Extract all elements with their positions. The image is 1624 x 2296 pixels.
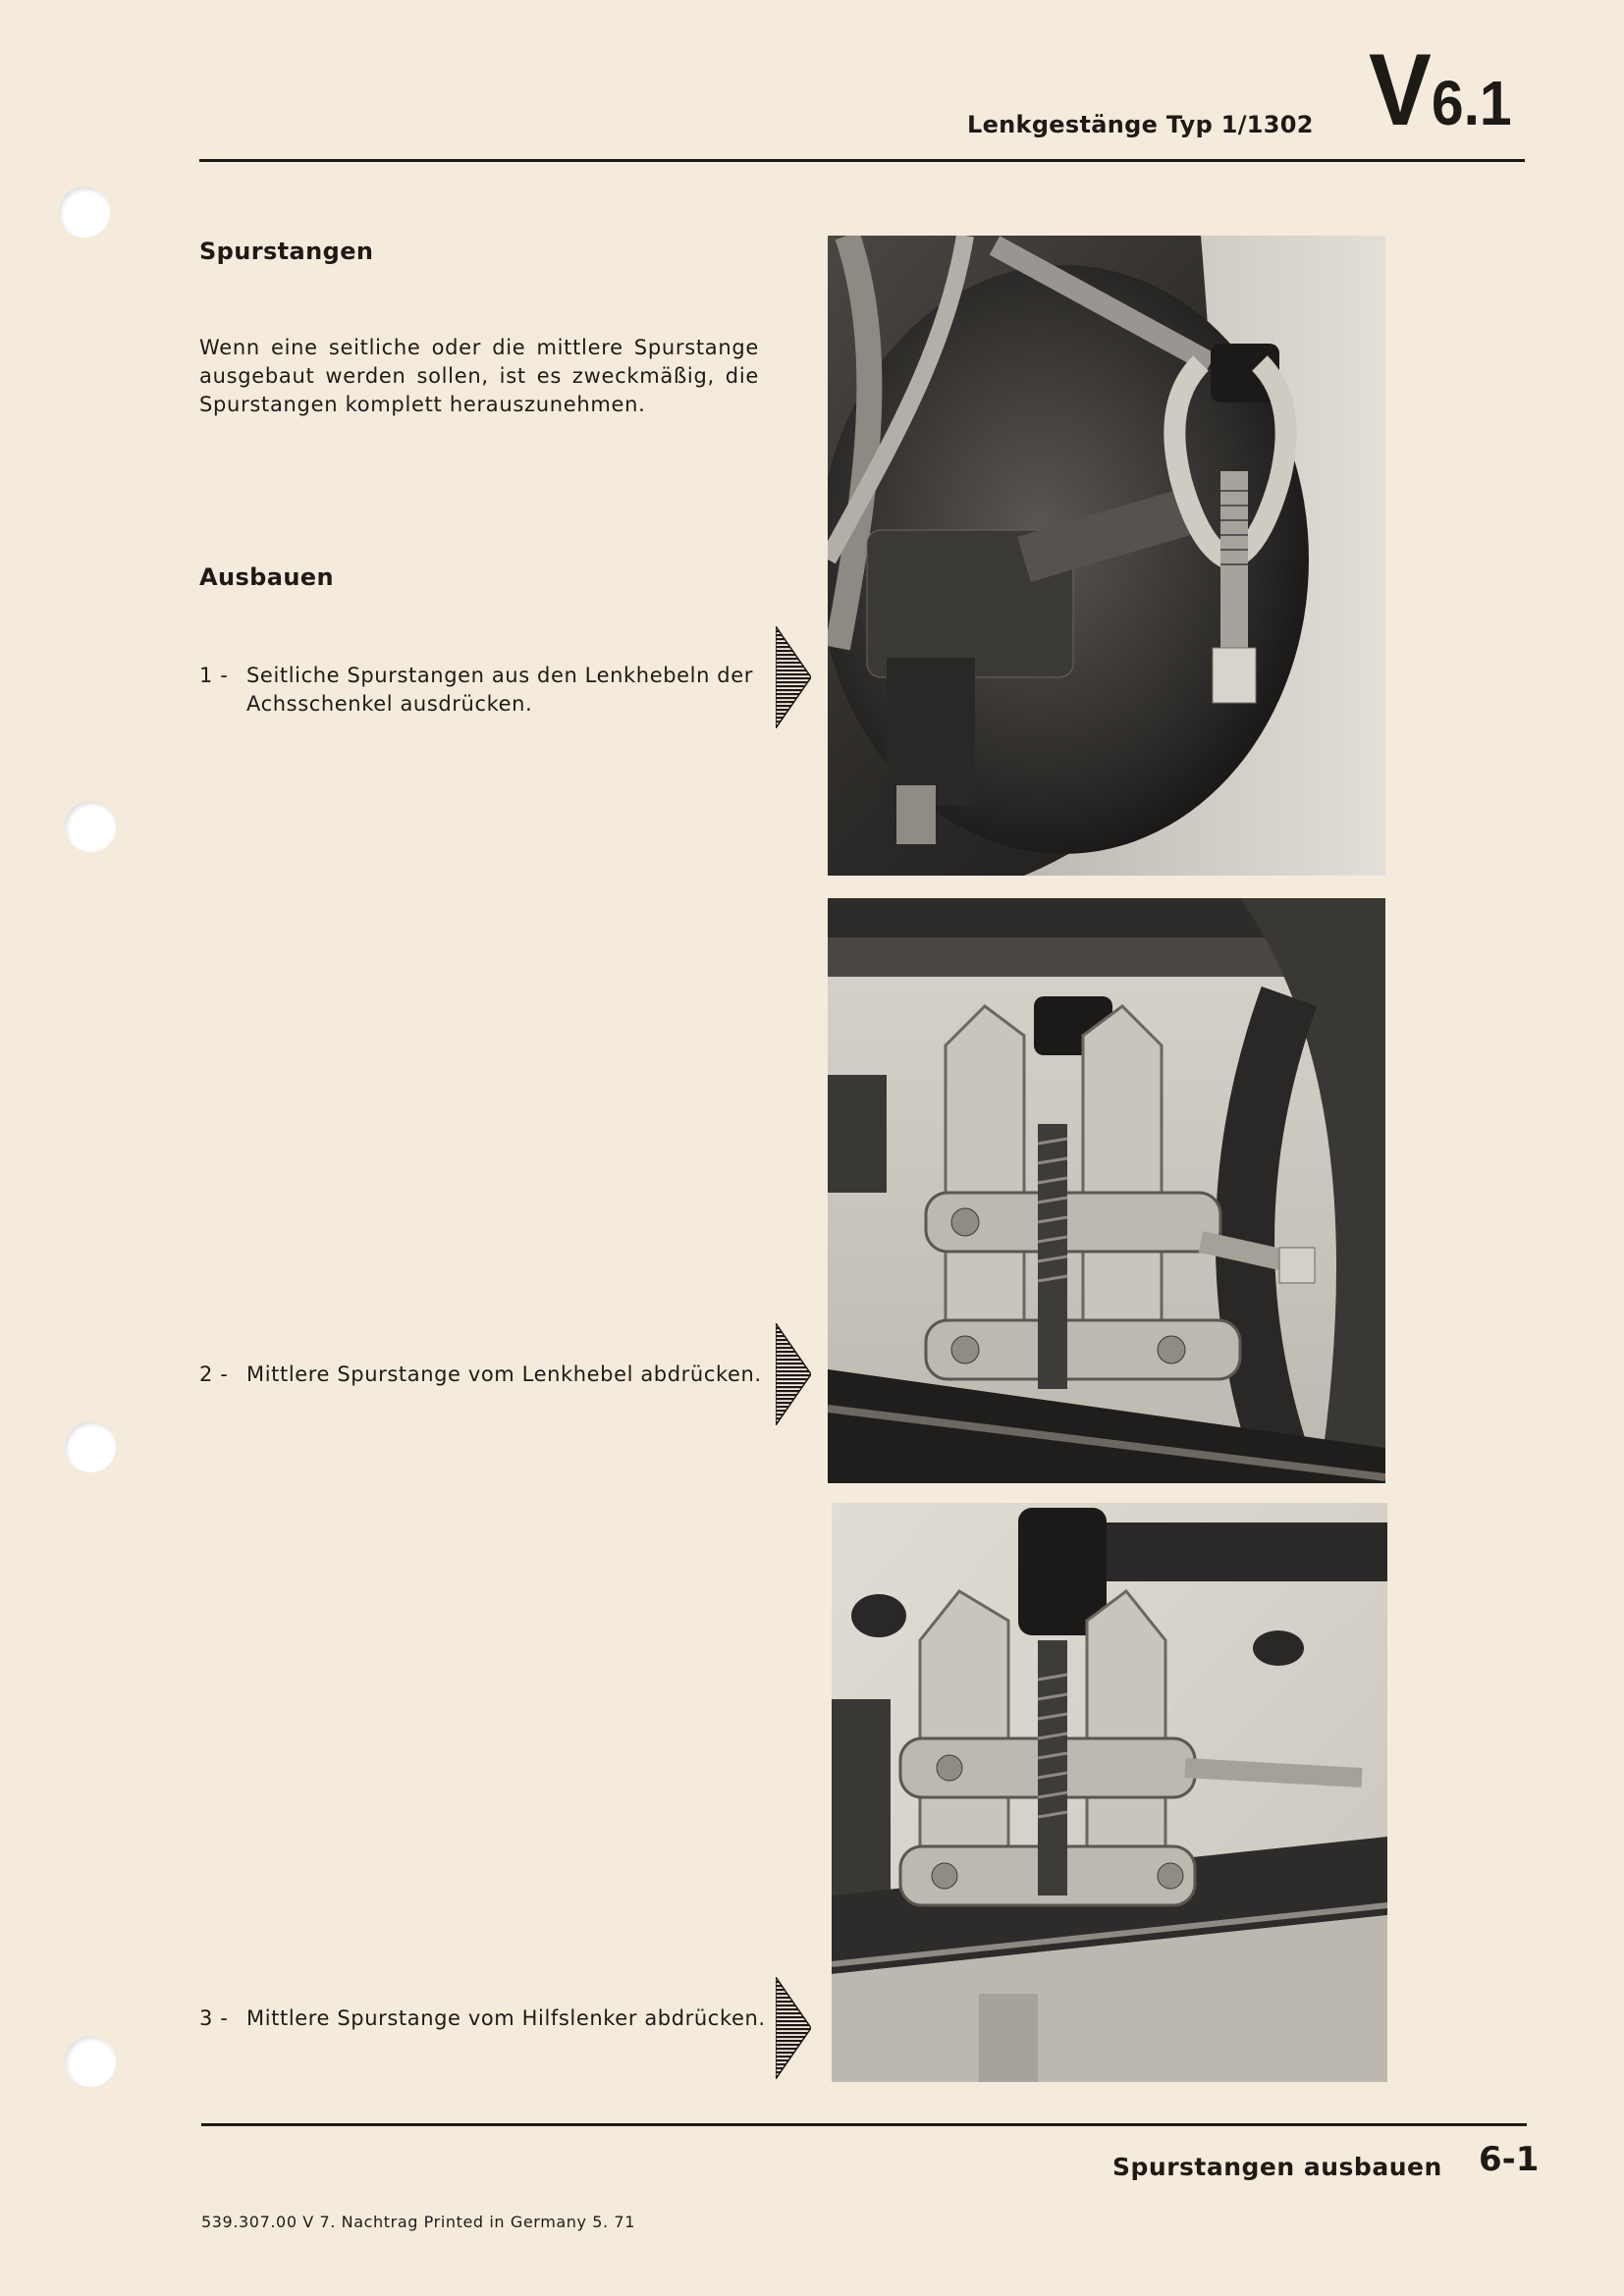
pointer-arrow-icon [776, 1977, 811, 2079]
photo-centre-tie-rod-idler-arm [832, 1503, 1387, 2082]
pointer-arrow-icon [776, 626, 811, 728]
section-code [1369, 33, 1512, 147]
punch-hole [65, 1421, 116, 1472]
step-number: 3 - [199, 2006, 229, 2030]
page-number: 6-1 [1479, 2140, 1540, 2179]
step-number: 2 - [199, 1362, 229, 1386]
removal-heading: Ausbauen [199, 563, 334, 591]
photo-centre-tie-rod-steering-arm [828, 898, 1385, 1483]
section-title: Lenkgestänge Typ 1/1302 [967, 111, 1314, 138]
step-text: Mittlere Spurstange vom Lenkhebel abdrücken. [246, 1362, 762, 1386]
step-3 [199, 2004, 766, 2033]
step-text: Seitliche Spurstangen aus den Lenkhebeln der [246, 664, 753, 687]
step-text-continued: Achsschenkel ausdrücken. [246, 692, 533, 716]
punch-hole [59, 187, 110, 238]
header-rule [199, 159, 1525, 162]
intro-text: Wenn eine seitliche oder die mittlere Spurstange ausgebaut werden sollen, ist es zweckmäßig, die Spurstangen komplett herauszunehmen. [199, 336, 759, 416]
footer-title: Spurstangen ausbauen [1112, 2153, 1442, 2181]
pointer-arrow-icon [776, 1323, 811, 1425]
photo-tie-rod-puller-steering-arm [828, 236, 1385, 876]
punch-hole [65, 801, 116, 852]
section-code-letter: V [1369, 33, 1432, 147]
step-2 [199, 1361, 762, 1389]
step-text: Mittlere Spurstange vom Hilfslenker abdrücken. [246, 2006, 766, 2030]
punch-hole [65, 2036, 116, 2087]
step-number: 1 - [199, 664, 229, 687]
footer-rule [201, 2123, 1527, 2126]
print-reference: 539.307.00 V 7. Nachtrag Printed in Germany 5. 71 [201, 2213, 635, 2231]
step-1 [199, 662, 753, 719]
intro-heading: Spurstangen [199, 238, 374, 265]
section-code-number: 6.1 [1431, 68, 1512, 138]
